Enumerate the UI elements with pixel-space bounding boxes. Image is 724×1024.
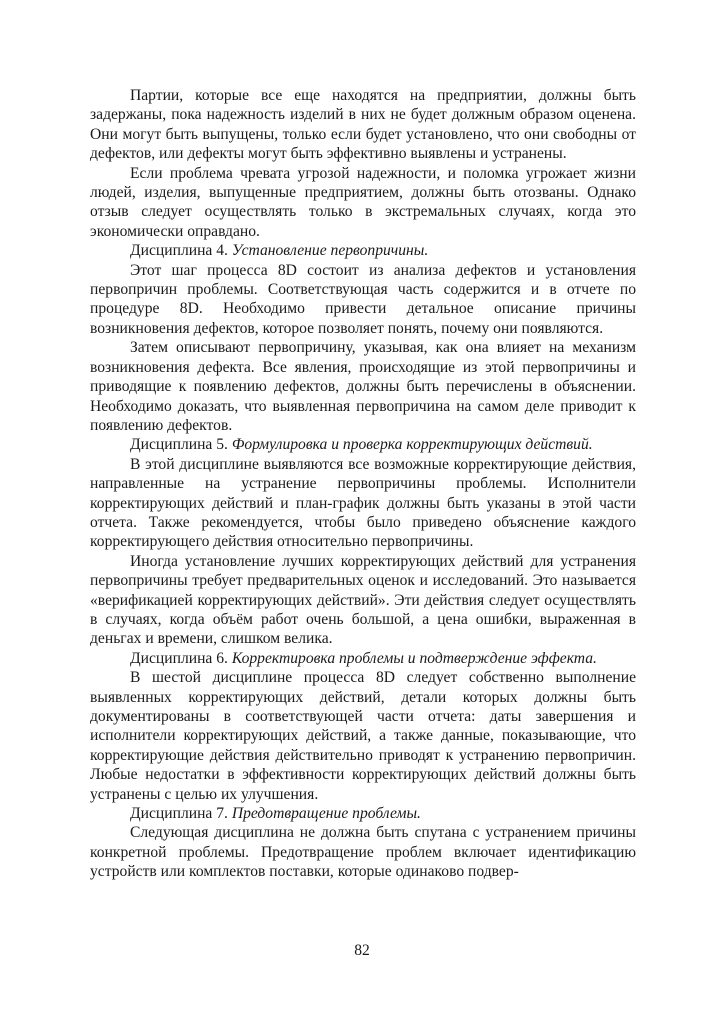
- discipline-title: Формулировка и проверка корректирующих действий.: [231, 436, 593, 454]
- discipline-title: Установление первопричины.: [231, 242, 429, 260]
- paragraph: Затем описывают первопричину, указывая, как она влияет на механизм возникновения дефекта. Все явления, происходящие из этой первопричины и приводящие к появлению дефектов, должны быть перечислены в объяснении. Необходимо доказать, что выявленная первопричина на самом деле приводит к появлению дефектов.: [90, 339, 636, 434]
- discipline-heading: [90, 649, 636, 668]
- discipline-label: Дисциплина 6.: [130, 649, 232, 667]
- discipline-heading: [90, 435, 636, 454]
- paragraph: Этот шаг процесса 8D состоит из анализа дефектов и установления первопричин проблемы. Соответствующая часть содержится и в отчете по процедуре 8D. Необходимо привести детальное описание причины возникновения дефектов, которое позволяет понять, почему они появляются.: [90, 261, 636, 337]
- discipline-label: Дисциплина 5.: [130, 436, 232, 454]
- page-number: 82: [354, 942, 370, 959]
- paragraph: В шестой дисциплине процесса 8D следует собственно выполнение выявленных корректирующих действий, детали которых должны быть документированы в соответствующей части отчета: даты завершения и исполнители корректирующих действий, а также данные, показывающие, что корректирующие действия действительно приводят к устранению первопричин. Любые недостатки в эффективности корректирующих действий должны быть устранены с целью их улучшения.: [90, 669, 636, 803]
- discipline-label: Дисциплина 7.: [130, 805, 232, 823]
- paragraph: Следующая дисциплина не должна быть спутана с устранением причины конкретной проблемы. Предотвращение проблем включает идентификацию устройств или комплектов поставки, которые одинаково подвер-: [90, 824, 636, 881]
- body-text: [90, 86, 636, 882]
- discipline-label: Дисциплина 4.: [130, 242, 232, 260]
- paragraph: Партии, которые все еще находятся на предприятии, должны быть задержаны, пока надежность изделий в них не будет должным образом оценена. Они могут быть выпущены, только если будет установлено, что они свободны от дефектов, или дефекты могут быть эффективно выявлены и устранены.: [90, 87, 636, 163]
- discipline-heading: [90, 241, 636, 260]
- discipline-heading: [90, 804, 636, 823]
- paragraph: Если проблема чревата угрозой надежности, и поломка угрожает жизни людей, изделия, выпущенные предприятием, должны быть отозваны. Однако отзыв следует осуществлять только в экстремальных случаях, когда это экономически оправдано.: [90, 164, 636, 240]
- paragraph: В этой дисциплине выявляются все возможные корректирующие действия, направленные на устранение первопричины проблемы. Исполнители корректирующих действий и план-график должны быть указаны в этой части отчета. Также рекомендуется, чтобы было приведено объяснение каждого корректирующего действия относительно первопричины.: [90, 455, 636, 551]
- discipline-title: Предотвращение проблемы.: [231, 805, 421, 823]
- discipline-title: Корректировка проблемы и подтверждение эффекта.: [231, 649, 597, 667]
- paragraph: Иногда установление лучших корректирующих действий для устранения первопричины требует предварительных оценок и исследований. Это называется «верификацией корректирующих действий». Эти действия следует осуществлять в случаях, когда объём работ очень большой, а цена ошибки, выраженная в деньгах и времени, слишком велика.: [90, 552, 636, 648]
